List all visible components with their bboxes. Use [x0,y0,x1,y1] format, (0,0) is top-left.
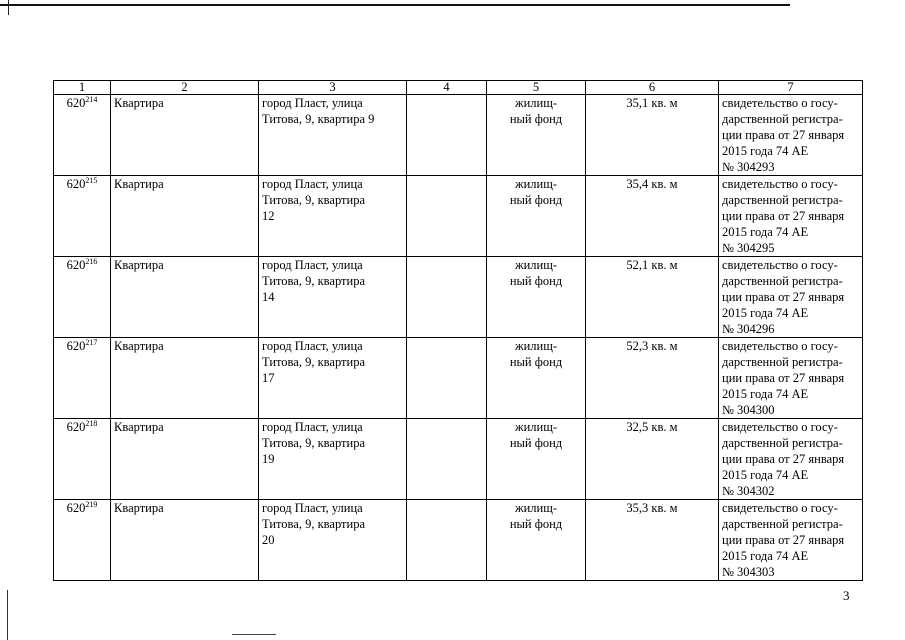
address-line: 12 [262,209,275,223]
object-type: Квартира [114,177,164,191]
fund-line: ный фонд [509,436,563,450]
doc-line: 2015 года 74 АЕ [722,225,809,239]
fund-line: жилищ- [514,501,558,515]
area: 35,4 кв. м [626,177,678,191]
address-line: город Пласт, улица [262,339,363,353]
address-cell [259,338,407,419]
area: 52,1 кв. м [626,258,678,272]
address-line: город Пласт, улица [262,258,363,272]
doc-line: дарственной регистра- [722,112,843,126]
address-line: город Пласт, улица [262,420,363,434]
fund-cell [487,500,586,581]
item-number-cell [54,257,111,338]
fund-cell [487,419,586,500]
address-line: город Пласт, улица [262,501,363,515]
doc-line: 2015 года 74 АЕ [722,144,809,158]
address-line: Титова, 9, квартира [262,517,365,531]
object-type: Квартира [114,258,164,272]
area-cell [586,95,719,176]
doc-line: дарственной регистра- [722,193,843,207]
doc-line: 2015 года 74 АЕ [722,387,809,401]
column-4-cell [407,419,487,500]
doc-line: свидетельство о госу- [722,501,838,515]
left-margin-line [8,0,9,15]
area: 35,1 кв. м [626,96,678,110]
column-4-cell [407,338,487,419]
doc-line: № 304300 [722,403,775,417]
doc-line: 2015 года 74 АЕ [722,468,809,482]
fund-cell [487,338,586,419]
address-line: Титова, 9, квартира [262,355,365,369]
address-line: Титова, 9, квартира [262,193,365,207]
area: 32,5 кв. м [626,420,678,434]
object-type-cell [111,257,259,338]
certificate-cell [719,500,863,581]
header-cell: 2 [111,81,259,95]
column-4-cell [407,95,487,176]
object-type-cell [111,176,259,257]
doc-line: ции права от 27 января [722,533,845,547]
area-cell [586,338,719,419]
doc-line: № 304303 [722,565,775,579]
item-number-cell [54,95,111,176]
doc-line: дарственной регистра- [722,436,843,450]
area-cell [586,419,719,500]
table-row [54,419,863,500]
item-number-cell [54,500,111,581]
item-number: 620 [66,96,86,110]
table-row [54,338,863,419]
doc-line: ции права от 27 января [722,452,845,466]
object-type-cell [111,419,259,500]
fund-line: жилищ- [514,420,558,434]
fund-line: ный фонд [509,517,563,531]
object-type-cell [111,95,259,176]
object-type-cell [111,338,259,419]
column-4-cell [407,257,487,338]
certificate-cell [719,338,863,419]
area-cell [586,176,719,257]
table-row [54,500,863,581]
fund-cell [487,176,586,257]
fund-cell [487,95,586,176]
address-line: Титова, 9, квартира [262,274,365,288]
address-line: Титова, 9, квартира 9 [262,112,375,126]
property-registry-table [53,80,863,581]
certificate-cell [719,257,863,338]
doc-line: свидетельство о госу- [722,420,838,434]
doc-line: дарственной регистра- [722,517,843,531]
item-number: 620 [66,258,86,272]
address-line: 17 [262,371,275,385]
item-number: 620 [66,177,86,191]
fund-line: жилищ- [514,96,558,110]
item-number-superscript: 215 [85,176,98,185]
item-number-superscript: 219 [85,500,98,509]
object-type: Квартира [114,339,164,353]
object-type: Квартира [114,501,164,515]
certificate-cell [719,419,863,500]
address-line: город Пласт, улица [262,96,363,110]
certificate-cell [719,176,863,257]
item-number-cell [54,176,111,257]
bottom-mark [232,634,276,635]
table-row [54,176,863,257]
doc-line: № 304293 [722,160,775,174]
doc-line: ции права от 27 января [722,209,845,223]
doc-line: 2015 года 74 АЕ [722,549,809,563]
doc-line: № 304295 [722,241,775,255]
area: 52,3 кв. м [626,339,678,353]
column-4-cell [407,500,487,581]
doc-line: № 304302 [722,484,775,498]
address-cell [259,500,407,581]
fund-line: жилищ- [514,258,558,272]
item-number-superscript: 216 [85,257,98,266]
item-number: 620 [66,501,86,515]
address-cell [259,419,407,500]
address-line: Титова, 9, квартира [262,436,365,450]
fund-cell [487,257,586,338]
item-number-superscript: 217 [85,338,98,347]
fund-line: ный фонд [509,355,563,369]
address-cell [259,257,407,338]
doc-line: 2015 года 74 АЕ [722,306,809,320]
fund-line: ный фонд [509,274,563,288]
header-cell: 4 [407,81,487,95]
column-4-cell [407,176,487,257]
table-row [54,95,863,176]
object-type: Квартира [114,96,164,110]
address-line: 14 [262,290,275,304]
address-line: город Пласт, улица [262,177,363,191]
item-number: 620 [66,339,86,353]
item-number-cell [54,419,111,500]
doc-line: ции права от 27 января [722,371,845,385]
item-number: 620 [66,420,86,434]
fund-line: жилищ- [514,177,558,191]
object-type: Квартира [114,420,164,434]
left-margin-line-lower [7,590,8,640]
item-number-cell [54,338,111,419]
doc-line: ции права от 27 января [722,128,845,142]
fund-line: ный фонд [509,193,563,207]
address-cell [259,95,407,176]
area-cell [586,500,719,581]
doc-line: дарственной регистра- [722,274,843,288]
fund-line: ный фонд [509,112,563,126]
certificate-cell [719,95,863,176]
doc-line: свидетельство о госу- [722,339,838,353]
item-number-superscript: 218 [85,419,98,428]
top-rule [0,4,790,6]
header-cell: 1 [54,81,111,95]
doc-line: свидетельство о госу- [722,177,838,191]
address-line: 19 [262,452,275,466]
table-row [54,257,863,338]
address-line: 20 [262,533,275,547]
doc-line: свидетельство о госу- [722,96,838,110]
area-cell [586,257,719,338]
fund-line: жилищ- [514,339,558,353]
doc-line: ции права от 27 января [722,290,845,304]
page-number: 3 [843,588,850,603]
header-cell: 7 [719,81,863,95]
address-cell [259,176,407,257]
item-number-superscript: 214 [85,95,98,104]
header-cell: 5 [487,81,586,95]
doc-line: № 304296 [722,322,775,336]
doc-line: дарственной регистра- [722,355,843,369]
header-cell: 6 [586,81,719,95]
area: 35,3 кв. м [626,501,678,515]
doc-line: свидетельство о госу- [722,258,838,272]
header-cell: 3 [259,81,407,95]
object-type-cell [111,500,259,581]
header-row [54,81,863,95]
